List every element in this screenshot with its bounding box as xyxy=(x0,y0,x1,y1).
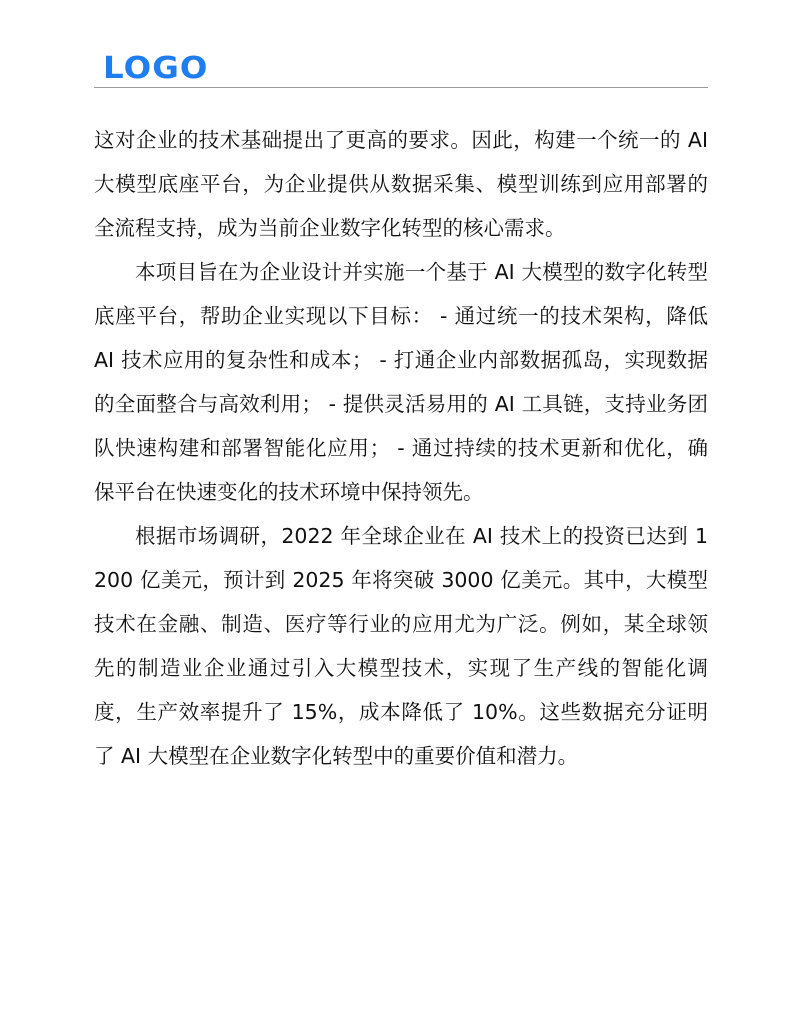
body-text xyxy=(94,118,708,778)
logo: LOGO xyxy=(103,51,209,86)
paragraph-project-goals: 本项目旨在为企业设计并实施一个基于 AI 大模型的数字化转型底座平台，帮助企业实现以下目标： - 通过统一的技术架构，降低 AI 技术应用的复杂性和成本； - 打通企业内部数据孤岛，实现数据的全面整合与高效利用； - 提供灵活易用的 AI 工具链，支持业务团队快速构建和部署智能化应用； - 通过持续的技术更新和优化，确保平台在快速变化的技术环境中保持领先。 xyxy=(94,260,708,504)
paragraph-continuation: 这对企业的技术基础提出了更高的要求。因此，构建一个统一的 AI 大模型底座平台，为企业提供从数据采集、模型训练到应用部署的全流程支持，成为当前企业数字化转型的核心需求。 xyxy=(94,128,708,240)
page-header xyxy=(94,50,708,88)
paragraph-market-research: 根据市场调研，2022 年全球企业在 AI 技术上的投资已达到 1200 亿美元，预计到 2025 年将突破 3000 亿美元。其中，大模型技术在金融、制造、医疗等行业的应用尤为广泛。例如，某全球领先的制造业企业通过引入大模型技术，实现了生产线的智能化调度，生产效率提升了 15%，成本降低了 10%。这些数据充分证明了 AI 大模型在企业数字化转型中的重要价值和潜力。 xyxy=(94,524,708,768)
